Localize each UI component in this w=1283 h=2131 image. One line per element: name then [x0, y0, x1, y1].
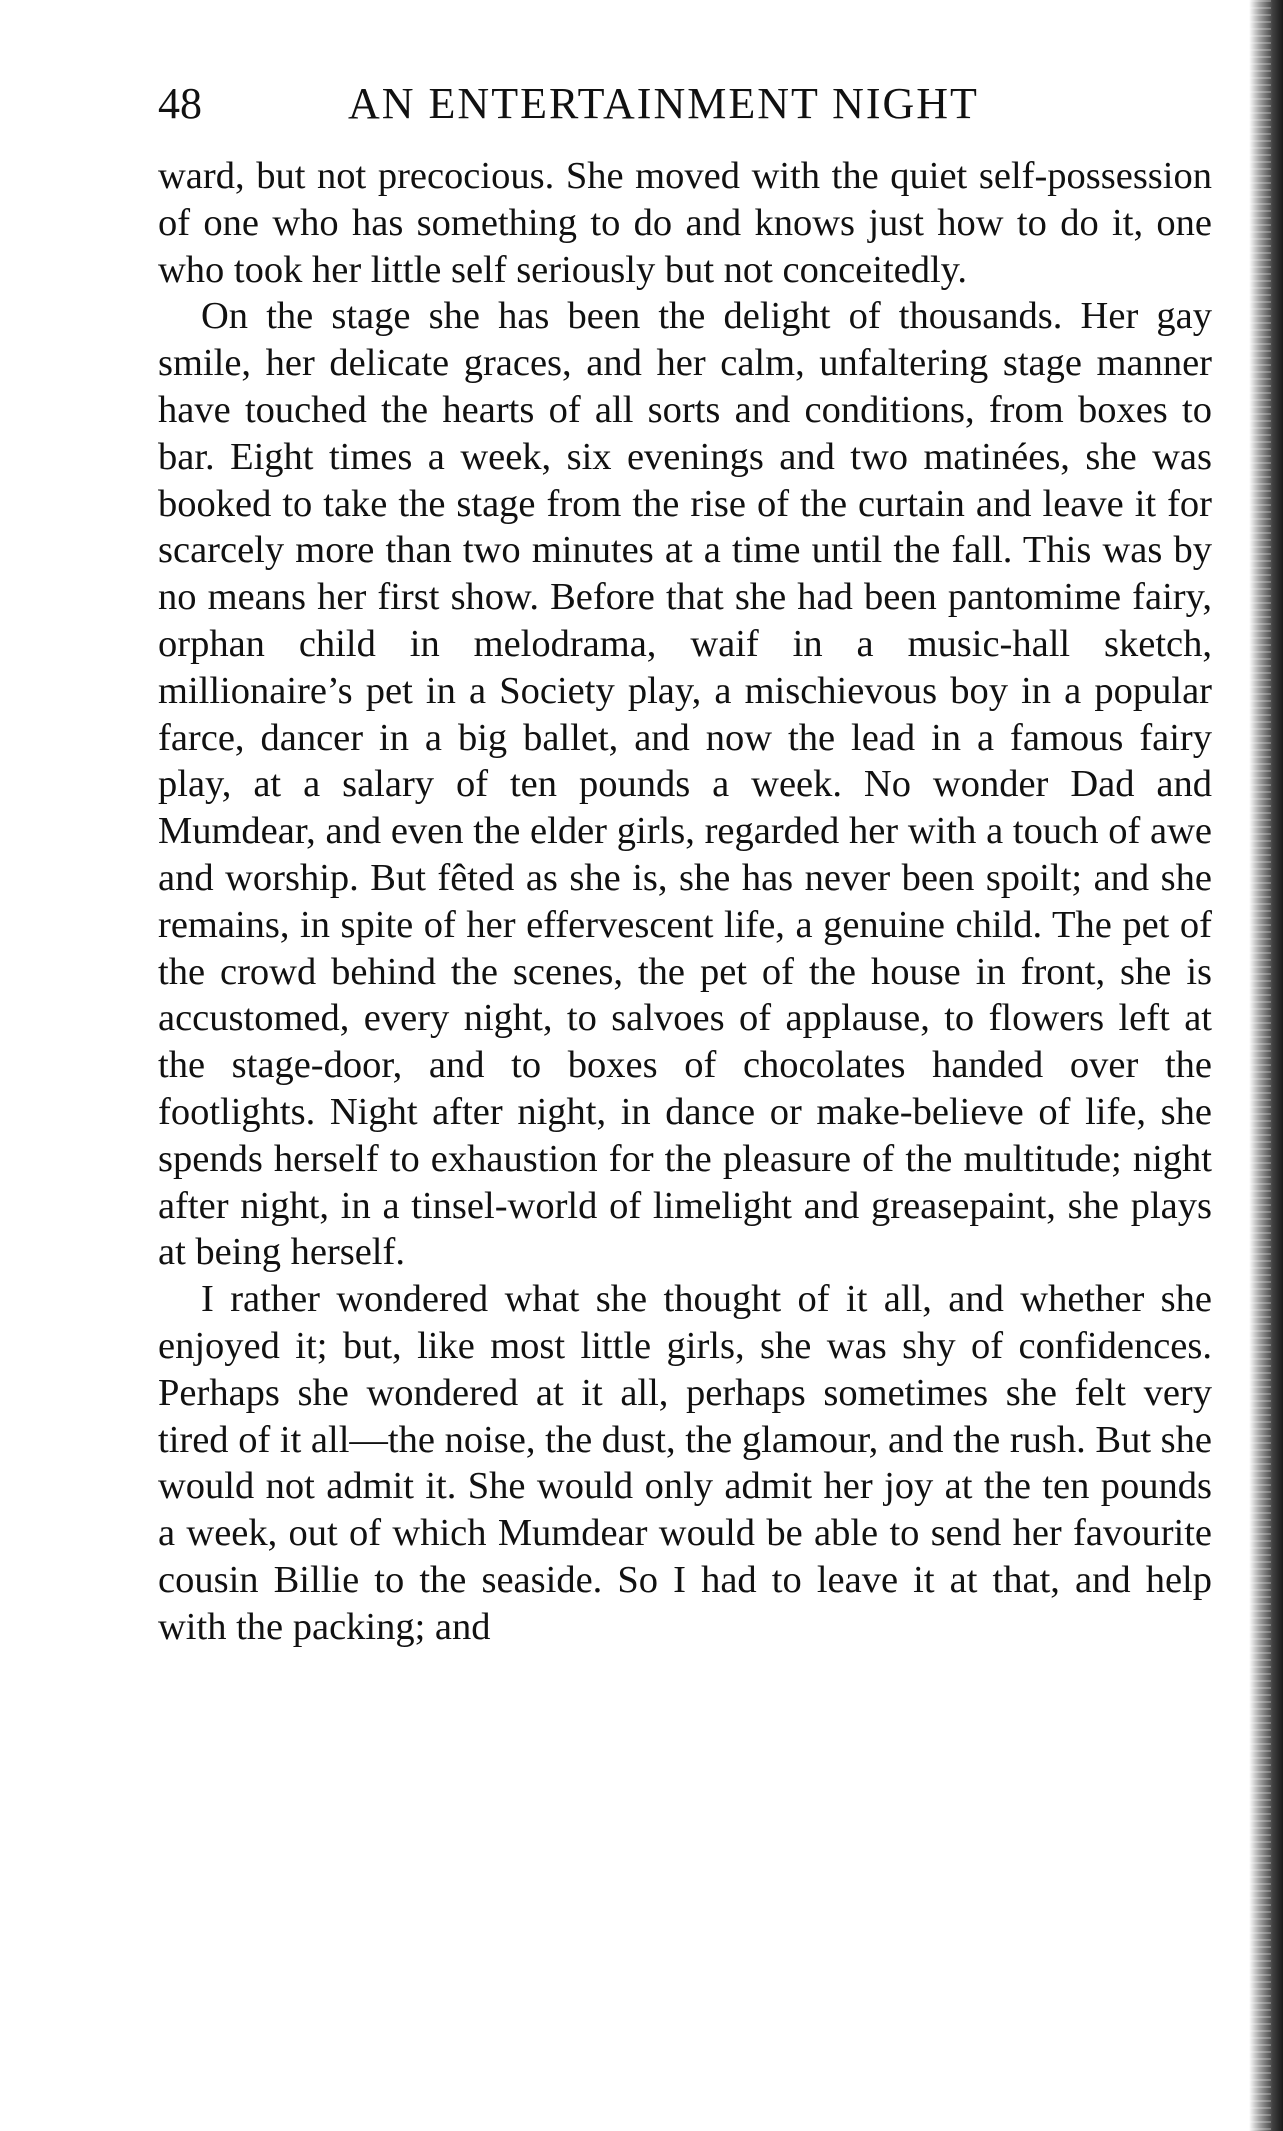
page-number: 48	[158, 79, 202, 128]
page-header	[158, 76, 1218, 132]
paragraph-stage-life: On the stage she has been the delight of thousands. Her gay smile, her delicate graces, and her calm, unfaltering stage manner have touched the hearts of all sorts and conditions, from boxes to bar. Eight times a week, six evenings and two matinées, she was booked to take the stage from the rise of the curtain and leave it for scarcely more than two minutes at a time until the fall. This was by no means her first show. Before that she had been pantomime fairy, orphan child in melodrama, waif in a music-hall sketch, millionaire’s pet in a Society play, a mischievous boy in a popular farce, dancer in a big ballet, and now the lead in a famous fairy play, at a salary of ten pounds a week. No wonder Dad and Mumdear, and even the elder girls, regarded her with a touch of awe and worship. But fêted as she is, she has never been spoilt; and she remains, in spite of her effervescent life, a genuine child. The pet of the crowd behind the scenes, the pet of the house in front, she is accustomed, every night, to salvoes of applause, to flowers left at the stage-door, and to boxes of chocolates handed over the footlights. Night after night, in dance or make-believe of life, she spends herself to exhaustion for the pleasure of the multitude; night after night, in a tinsel-world of limelight and greasepaint, she plays at being herself.	[158, 295, 1212, 1274]
running-title: AN ENTERTAINMENT NIGHT	[348, 79, 979, 128]
paragraph-wondered: I rather wondered what she thought of it all, and whether she enjoyed it; but, like most little girls, she was shy of confidences. Perhaps she wondered at it all, perhaps sometimes she felt very tired of it all—the noise, the dust, the glamour, and the rush. But she would not admit it. She would only admit her joy at the ten pounds a week, out of which Mumdear would be able to send her favourite cousin Billie to the seaside. So I had to leave it at that, and help with the packing; and	[158, 1278, 1212, 1648]
paragraph-continuation: ward, but not precocious. She moved with the quiet self-possession of one who has something to do and knows just how to do it, one who took her little self seriously but not conceitedly.	[158, 155, 1212, 291]
page-edge-texture	[1249, 0, 1271, 2131]
body-text	[158, 153, 1212, 1651]
